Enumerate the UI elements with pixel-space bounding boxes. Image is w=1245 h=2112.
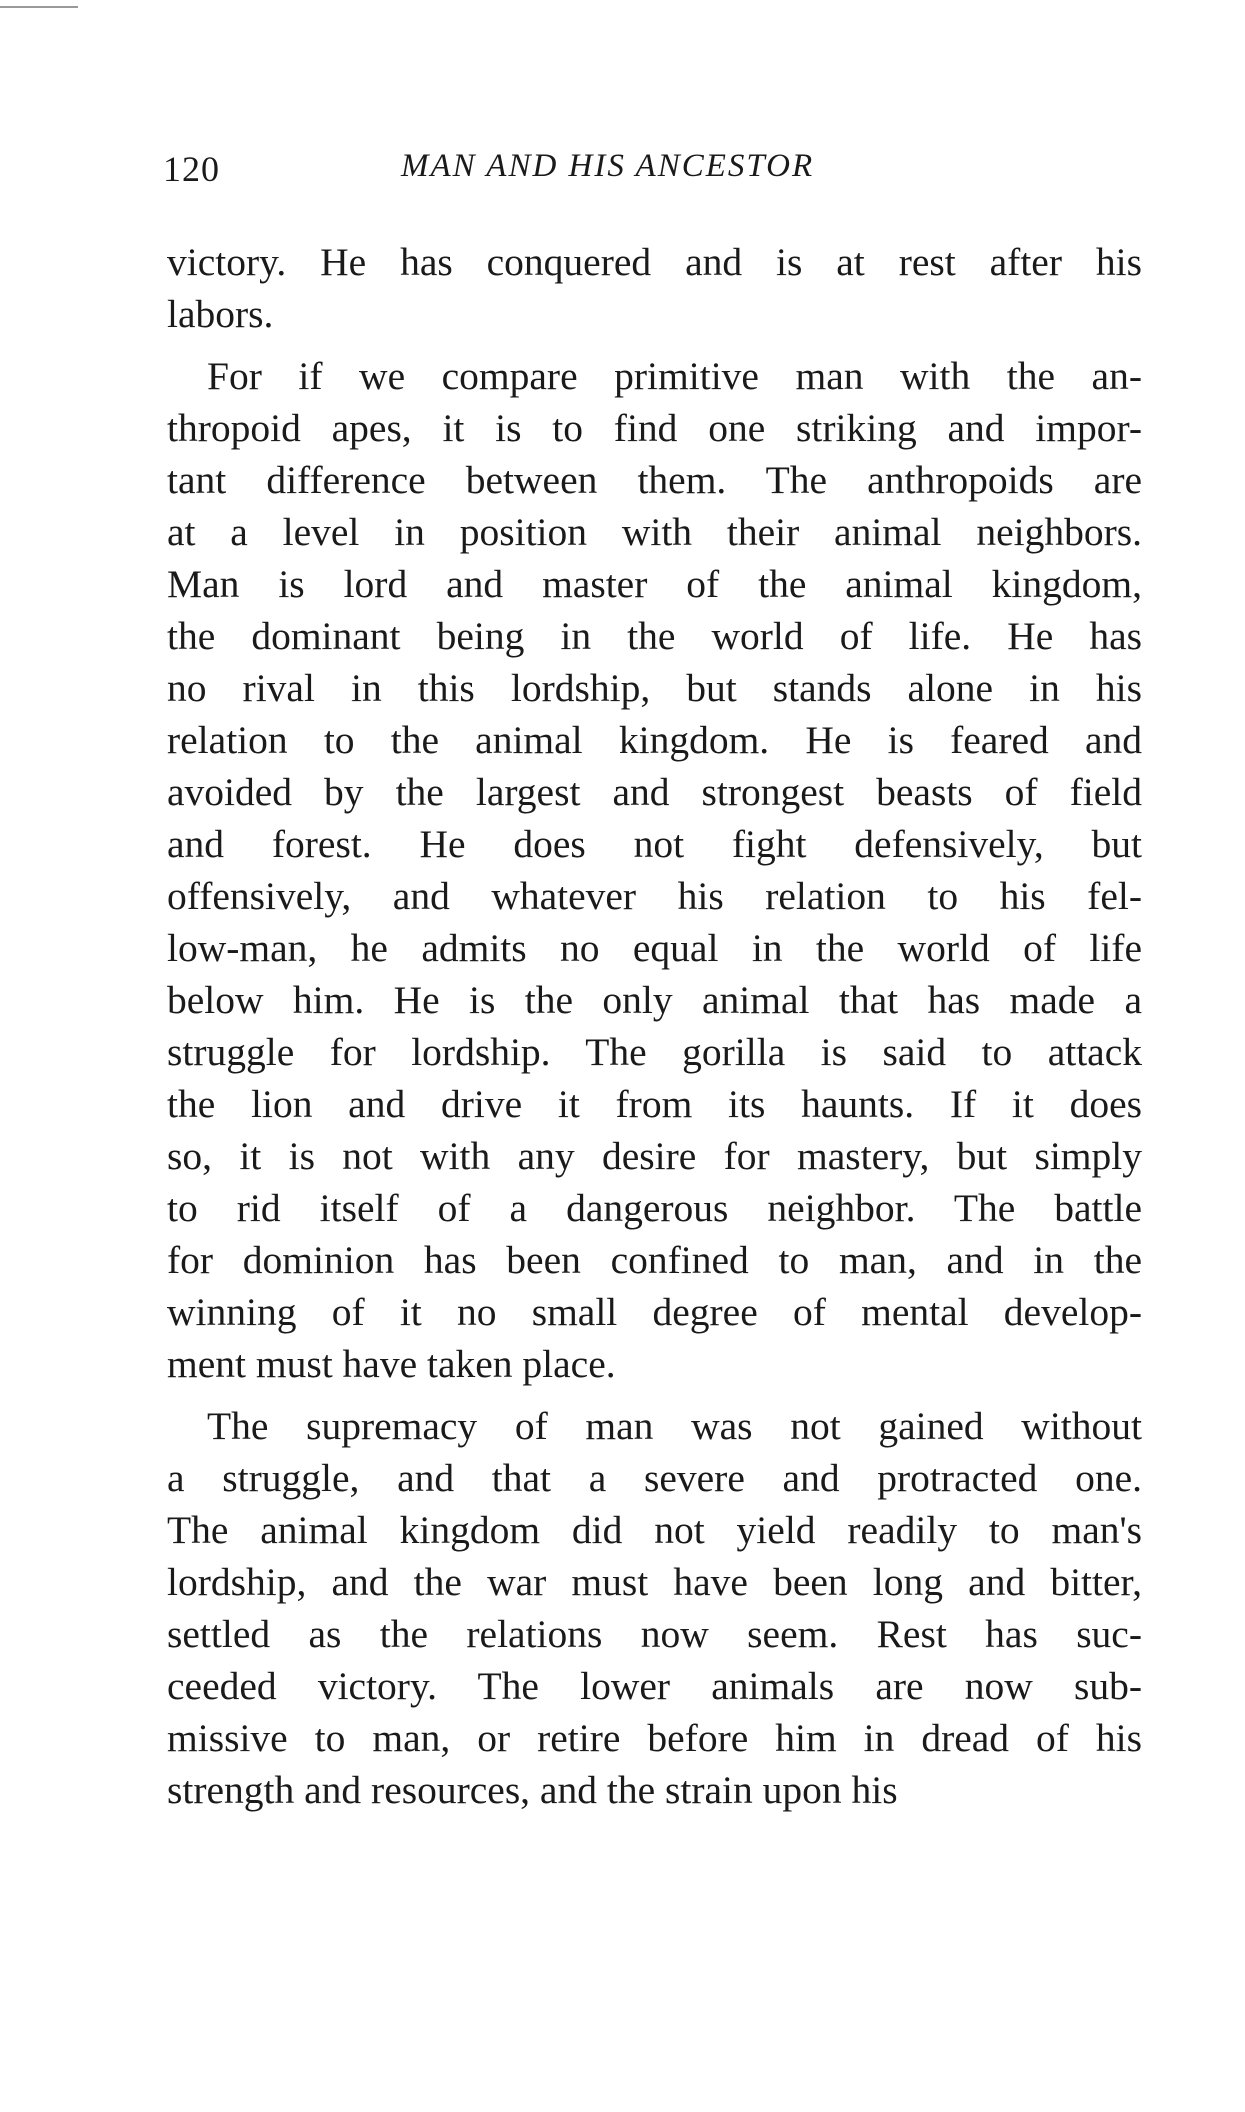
text-line: thropoid apes, it is to find one striking and impor-: [167, 406, 1142, 450]
page-number: 120: [163, 149, 220, 189]
text-line: settled as the relations now seem. Rest has suc-: [167, 1612, 1142, 1656]
paragraph: [167, 236, 1142, 340]
text-line: winning of it no small degree of mental develop-: [167, 1290, 1142, 1334]
text-line: victory. He has conquered and is at rest after his: [167, 240, 1142, 284]
text-line: and forest. He does not fight defensively, but: [167, 822, 1142, 866]
text-line: ment must have taken place.: [167, 1342, 616, 1386]
text-line: The supremacy of man was not gained without: [207, 1404, 1142, 1448]
text-line: labors.: [167, 292, 274, 336]
text-line: Man is lord and master of the animal kingdom,: [167, 562, 1142, 606]
text-line: the dominant being in the world of life. He has: [167, 614, 1142, 658]
text-line: a struggle, and that a severe and protracted one.: [167, 1456, 1142, 1500]
text-line: at a level in position with their animal neighbors.: [167, 510, 1142, 554]
text-line: low-man, he admits no equal in the world of life: [167, 926, 1142, 970]
paragraph: [167, 350, 1142, 1390]
text-line: to rid itself of a dangerous neighbor. The battle: [167, 1186, 1142, 1230]
text-line: avoided by the largest and strongest beasts of field: [167, 770, 1142, 814]
text-line: strength and resources, and the strain upon his: [167, 1768, 898, 1812]
text-line: lordship, and the war must have been long and bitter,: [167, 1560, 1142, 1604]
paragraph-gap: [167, 340, 1142, 350]
text-line: below him. He is the only animal that has made a: [167, 978, 1142, 1022]
text-line: The animal kingdom did not yield readily to man's: [167, 1508, 1142, 1552]
body-text: [167, 236, 1142, 1816]
text-line: tant difference between them. The anthropoids are: [167, 458, 1142, 502]
top-edge-rule: [0, 6, 78, 8]
text-line: For if we compare primitive man with the an-: [207, 354, 1142, 398]
text-line: the lion and drive it from its haunts. If it does: [167, 1082, 1142, 1126]
text-line: for dominion has been confined to man, and in the: [167, 1238, 1142, 1282]
text-line: missive to man, or retire before him in dread of his: [167, 1716, 1142, 1760]
text-line: relation to the animal kingdom. He is feared and: [167, 718, 1142, 762]
text-line: offensively, and whatever his relation to his fel-: [167, 874, 1142, 918]
text-line: no rival in this lordship, but stands alone in his: [167, 666, 1142, 710]
paragraph-gap: [167, 1390, 1142, 1400]
running-head: [163, 148, 1163, 198]
text-line: so, it is not with any desire for mastery, but simply: [167, 1134, 1142, 1178]
text-line: struggle for lordship. The gorilla is said to attack: [167, 1030, 1142, 1074]
text-line: ceeded victory. The lower animals are now sub-: [167, 1664, 1142, 1708]
running-title: MAN AND HIS ANCESTOR: [401, 148, 815, 184]
paragraph: [167, 1400, 1142, 1816]
